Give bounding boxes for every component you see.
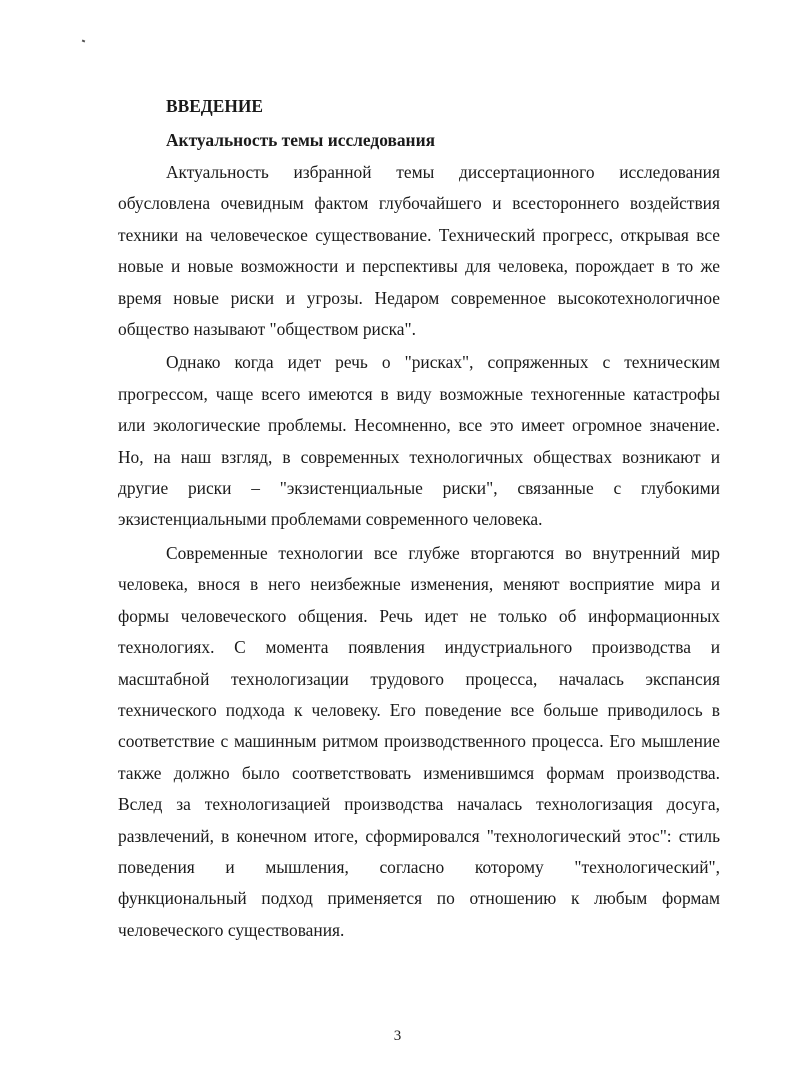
page-number: 3: [393, 1028, 402, 1044]
section-subheading: Актуальность темы исследования: [166, 130, 436, 150]
scan-speck: [82, 40, 86, 43]
document-body: [118, 92, 720, 946]
paragraph-1: Актуальность избранной темы диссертационного исследования обусловлена очевидным фактом глубочайшего и всестороннего воздействия техники на человеческое существование. Технический прогресс, открывая все новые и новые возможности и перспективы для человека, порождает в то же время новые риски и угрозы. Недаром современное высокотехнологичное общество называют "обществом риска".: [118, 162, 720, 340]
paragraph-2: Однако когда идет речь о "рисках", сопряженных с техническим прогрессом, чаще всего имеются в виду возможные техногенные катастрофы или экологические проблемы. Несомненно, все это имеет огромное значение. Но, на наш взгляд, в современных технологичных обществах возникают и другие риски – "экзистенциальные риски", связанные с глубокими экзистенциальными проблемами современного человека.: [118, 352, 720, 530]
paragraph-3: Современные технологии все глубже вторгаются во внутренний мир человека, внося в него неизбежные изменения, меняют восприятие мира и формы человеческого общения. Речь идет не только об информационных технологиях. С момента появления индустриального производства и масштабной технологизации трудового процесса, началась экспансия технического подхода к человеку. Его поведение все больше приводилось в соответствие с машинным ритмом производственного процесса. Его мышление также должно было соответствовать изменившимся формам производства. Вслед за технологизацией производства началась технологизация досуга, развлечений, в конечном итоге, сформировался "технологический этос": стиль поведения и мышления, согласно которому "технологический", функциональный подход применяется по отношению к любым формам человеческого существования.: [118, 542, 720, 940]
section-heading: ВВЕДЕНИЕ: [166, 96, 264, 116]
